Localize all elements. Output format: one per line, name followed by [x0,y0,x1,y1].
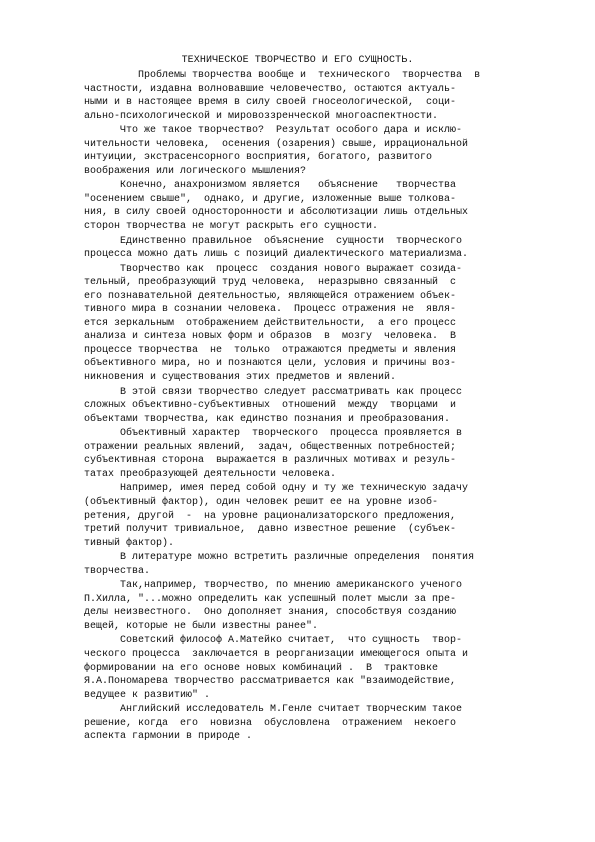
text-line: ными и в настоящее время в силу своей гносеологической, соци- [84,97,457,109]
text-line: формировании на его основе новых комбинаций . В трактовке [84,662,439,674]
paragraph [84,179,546,233]
document-title: ТЕХНИЧЕСКОЕ ТВОРЧЕСТВО И ЕГО СУЩНОСТЬ. [181,55,414,66]
text-line: Так,например, творчество, по мнению американского ученого [84,580,463,592]
text-line: процесса можно дать лишь с позиций диалектического материализма. [84,249,469,261]
text-line: решение, когда его новизна обусловлена отражением некоего [84,717,457,729]
paragraph [84,579,546,633]
text-line: аспекта гармонии в природе . [84,731,253,743]
text-line: ческого процесса заключается в реорганизации имеющегося опыта и [84,648,469,660]
text-line: ально-психологической и мировоззренческой многоаспектности. [84,110,439,122]
text-line: ется зеркальным отображением действительности, а его процесс [84,317,457,329]
text-line: татах преобразующей деятельности человека. [84,468,337,480]
text-line: Советский философ А.Матейко считает, что сущность твор- [84,635,463,647]
paragraph [84,235,546,262]
text-line: делы неизвестного. Оно дополняет знания, способствуя созданию [84,607,457,619]
text-line: тельный, преобразующий труд человека, неразрывно связанный с [84,277,457,289]
text-line: вещей, которые не были известны ранее". [84,620,319,632]
text-line: Объективный характер творческого процесса проявляется в [84,428,463,440]
text-line: ния, в силу своей односторонности и абсолютизации лишь отдельных [84,207,469,219]
paragraph [84,551,546,578]
text-line: В литературе можно встретить различные определения понятия [84,552,475,564]
text-line: тивный фактор). [84,537,175,549]
text-line: тивного мира в сознании человека. Процесс отражения не явля- [84,304,457,316]
paragraph [84,69,546,123]
text-line: интуиции, экстрасенсорного восприятия, богатого, развитого [84,152,433,164]
text-line: (объективный фактор), один человек решит ее на уровне изоб- [84,496,439,508]
text-line: Например, имея перед собой одну и ту же техническую задачу [84,483,469,495]
text-line: В этой связи творчество следует рассматривать как процесс [84,386,463,398]
text-line: сторон творчества не могут раскрыть его сущности. [84,221,379,233]
text-line: творчества. [84,565,151,577]
text-line: П.Хилла, "...можно определить как успешный полет мысли за пре- [84,593,457,605]
text-line: анализа и синтеза новых форм и образов в мозгу человека. В [84,331,457,343]
text-line: отражении реальных явлений, задач, общественных потребностей; [84,441,457,453]
text-line: Английский исследователь М.Генле считает творческим такое [84,704,463,716]
text-line: Я.А.Пономарева творчество рассматривается как "взаимодействие, [84,676,457,688]
text-line: процессе творчества не только отражаются предметы и явления [84,344,457,356]
paragraph [84,263,546,385]
paragraph [84,482,546,550]
text-line: объектами творчества, как единство познания и преобразования. [84,413,451,425]
text-line: частности, издавна волновавшие человечество, остаются актуаль- [84,83,457,95]
paragraph [84,634,546,702]
text-line: его познавательной деятельностью, являющейся отражением объек- [84,290,457,302]
text-line: Творчество как процесс создания нового выражает созида- [84,263,463,275]
text-line: чительности человека, осенения (озарения) свыше, иррациональной [84,138,469,150]
text-line: Проблемы творчества вообще и технического творчества в [84,70,481,81]
text-line: субъективная сторона выражается в различных мотивах и резуль- [84,455,457,467]
paragraph [84,124,546,178]
text-line: воображения или логического мышления? [84,165,307,177]
text-line: ретения, другой - на уровне рационализаторского предложения, [84,510,457,522]
text-line: объективного мира, но и познаются цели, условия и причины воз- [84,358,457,370]
text-line: сложных объективно-субъективных отношений между творцами и [84,400,457,412]
paragraph [84,703,546,744]
text-line: ведущее к развитию" . [84,689,211,701]
document-body [84,69,546,745]
text-line: никновения и существования этих предметов и явлений. [84,372,397,384]
paragraph [84,427,546,481]
text-line: третий получит тривиальное, давно известное решение (субъек- [84,524,457,536]
text-line: Единственно правильное объяснение сущности творческого [84,235,463,247]
paragraph [84,386,546,427]
text-line: Конечно, анахронизмом является объяснение творчества [84,180,457,192]
text-line: "осенением свыше", однако, и другие, изложенные выше толкова- [84,193,457,205]
text-line: Что же такое творчество? Результат особого дара и исклю- [84,125,463,137]
